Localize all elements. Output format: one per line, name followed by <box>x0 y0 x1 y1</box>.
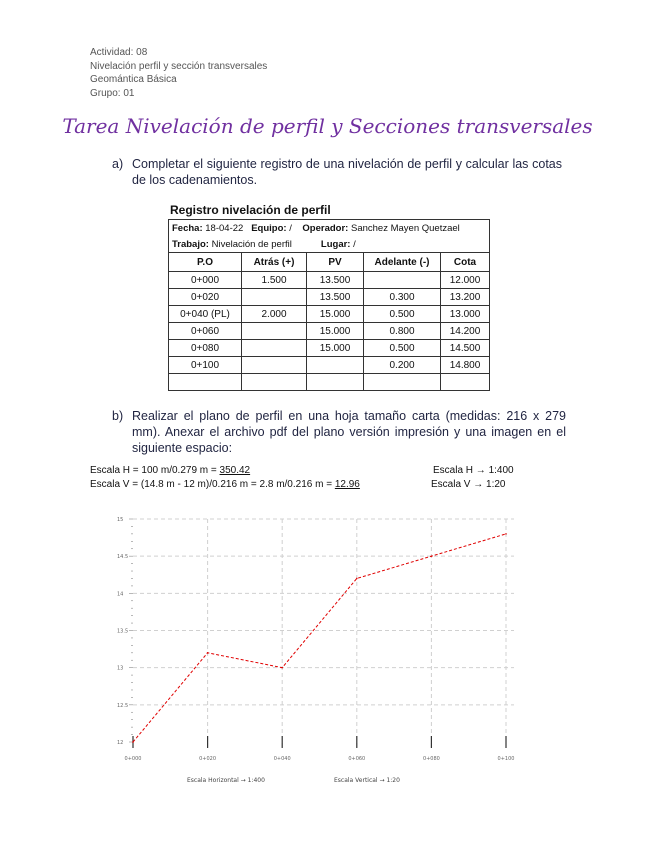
table-cell: 13.000 <box>441 306 490 323</box>
table-cell: 15.000 <box>307 306 364 323</box>
scale-h-ratio: Escala H → 1:400 <box>433 465 514 476</box>
table-cell: 13.500 <box>307 289 364 306</box>
header-activity: Actividad: 08 <box>90 47 148 58</box>
table-cell: 0.800 <box>364 323 441 340</box>
table-cell: 0+080 <box>169 340 242 357</box>
table-cell: 12.000 <box>441 272 490 289</box>
y-tick-label: 14 <box>117 591 124 598</box>
operador-label: Operador: <box>302 222 349 234</box>
header-group: Grupo: 01 <box>90 87 135 99</box>
x-tick-label: 0+020 <box>199 756 217 762</box>
col-header-cota: Cota <box>441 253 490 272</box>
header-course: Geomántica Básica <box>90 74 177 85</box>
equipo-value: / <box>289 222 292 234</box>
table-cell: 14.800 <box>441 357 490 374</box>
col-header-pv: PV <box>307 253 364 272</box>
table-cell: 1.500 <box>242 272 307 289</box>
table-cell: 15.000 <box>307 340 364 357</box>
x-tick-label: 0+080 <box>422 756 440 762</box>
scale-v-text: Escala V = (14.8 m - 12 m)/0.216 m = 2.8 m/0.216 m = <box>90 479 335 490</box>
profile-point <box>132 741 134 743</box>
x-tick-label: 0+000 <box>124 756 142 762</box>
table-caption: Registro nivelación de perfil <box>170 203 331 217</box>
table-cell: 13.500 <box>307 272 364 289</box>
lugar-value: / <box>353 238 356 250</box>
page-title: Tarea Nivelación de perfil y Secciones transversales <box>62 114 593 138</box>
fecha-value: 18-04-22 <box>205 222 244 234</box>
y-tick-label: 13 <box>117 665 124 672</box>
y-tick-label: 15 <box>117 517 124 523</box>
table-cell: 0.500 <box>364 306 441 323</box>
scale-h-value: 350.42 <box>219 465 251 476</box>
chart-footer-horizontal: Escala Horizontal → 1:400 <box>187 777 265 784</box>
y-tick-label: 12 <box>117 740 124 746</box>
table-cell: 2.000 <box>242 306 307 323</box>
y-tick-label: 14.5 <box>117 554 129 561</box>
table-cell: 13.200 <box>441 289 490 306</box>
item-a-marker: a) <box>112 157 124 171</box>
table-cell: 0.300 <box>364 289 441 306</box>
table-cell: 0+000 <box>169 272 242 289</box>
operador-value: Sanchez Mayen Quetzael <box>351 222 460 234</box>
fecha-label: Fecha: <box>172 222 203 234</box>
profile-point <box>431 555 433 557</box>
table-cell: 14.200 <box>441 323 490 340</box>
table-cell: 14.500 <box>441 340 490 357</box>
table-cell: 0+060 <box>169 323 242 340</box>
table-cell: 0+020 <box>169 289 242 306</box>
x-tick-label: 0+100 <box>497 756 515 762</box>
scale-v-ratio: Escala V → 1:20 <box>431 479 506 490</box>
y-tick-label: 12.5 <box>117 702 129 709</box>
profile-point <box>281 667 283 669</box>
table-cell: 0.200 <box>364 357 441 374</box>
x-tick-label: 0+060 <box>348 756 366 762</box>
equipo-label: Equipo: <box>251 222 287 234</box>
table-cell: 15.000 <box>307 323 364 340</box>
item-b-marker: b) <box>112 409 124 423</box>
scale-h-text: Escala H = 100 m/0.279 m = <box>90 465 220 476</box>
table-cell: 0+100 <box>169 357 242 374</box>
item-a-text: Completar el siguiente registro de una nivelación de perfil y calcular las cotas de los cadenamientos. <box>132 157 562 187</box>
profile-point <box>356 578 358 580</box>
item-b-text: Realizar el plano de perfil en una hoja tamaño carta (medidas: 216 x 279 mm). Anexar el archivo pdf del plano versión impresión y una imagen en el siguiente espacio: <box>132 409 566 455</box>
scale-v-value: 12.96 <box>334 479 360 490</box>
table-cell: 0.500 <box>364 340 441 357</box>
profile-point <box>505 533 507 535</box>
trabajo-label: Trabajo: <box>172 238 209 250</box>
x-tick-label: 0+040 <box>273 756 291 762</box>
table-cell: 0+040 (PL) <box>169 306 242 323</box>
col-header-atras: Atrás (+) <box>242 253 307 272</box>
chart-footer-vertical: Escala Vertical → 1:20 <box>334 777 400 784</box>
profile-point <box>207 652 209 654</box>
lugar-label: Lugar: <box>320 238 351 250</box>
header-topic: Nivelación perfil y sección transversales <box>90 60 268 72</box>
col-header-po: P.O <box>169 253 242 272</box>
col-header-adelante: Adelante (-) <box>364 253 441 272</box>
profile-line <box>133 534 506 742</box>
y-tick-label: 13.5 <box>117 628 129 635</box>
trabajo-value: Nivelación de perfil <box>211 238 292 250</box>
